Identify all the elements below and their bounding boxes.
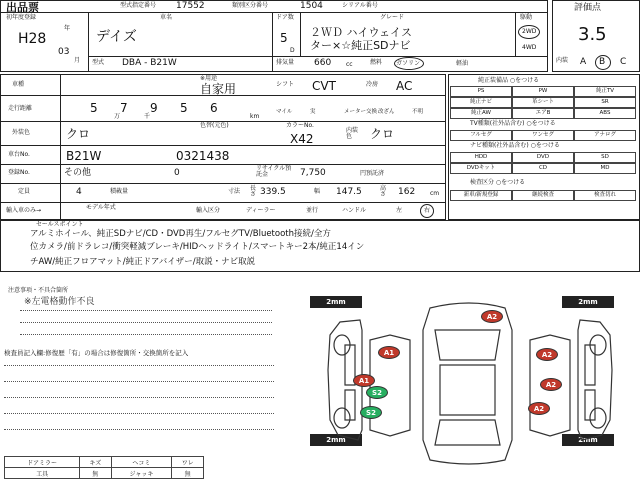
tag-bottom-left: 2mm xyxy=(310,434,362,446)
equip-subtitle: ナビ種類(社外品含む) ○をつける xyxy=(470,142,560,149)
mileage-digit: 5 xyxy=(180,101,188,115)
handle-label: ハンドル xyxy=(342,207,367,214)
notes-label: 注意事項・不具合箇所 xyxy=(8,287,69,294)
form-no: 17552 xyxy=(176,1,205,11)
import-label: 輸入車のみ→ xyxy=(6,207,42,214)
equip-cell: CD xyxy=(512,163,574,174)
fuel-gas: ガソリン xyxy=(396,60,421,67)
mileage-digit: 9 xyxy=(150,101,158,115)
mileage-unit: km xyxy=(250,113,260,120)
shift-label: シフト xyxy=(276,81,295,88)
equip-cell: PS xyxy=(450,86,512,97)
mileage-digit: 5 xyxy=(90,101,98,115)
sales-line3: チAW/純正フロアマット/純正ドアバイザー/取説・ナビ取説 xyxy=(30,257,256,267)
hei-label: 高さ xyxy=(380,185,387,198)
year-value: H28 xyxy=(18,31,47,47)
legend-v2: ジャッキ xyxy=(111,468,172,479)
equip-subtitle: TV種類(社外品含む) ○をつける xyxy=(470,120,556,127)
legend-table xyxy=(4,456,204,479)
equip-cell: 新車/新規登録 xyxy=(450,190,512,201)
damage-mark-s2-1: S2 xyxy=(366,386,388,399)
ac-label: 冷房 xyxy=(366,81,379,88)
equip-cell: SR xyxy=(574,97,636,108)
doors-label: ドア数 xyxy=(276,14,294,21)
mileage-option: 改ざん xyxy=(378,109,395,115)
drive-4wd: 4WD xyxy=(522,44,537,51)
mileage-option: メーター交換 xyxy=(344,109,378,115)
handle-right: 右 xyxy=(424,207,431,214)
len-value: 339.5 xyxy=(260,187,286,197)
model-year-label: モデル年式 xyxy=(86,204,116,211)
equip-cell: 純正AW xyxy=(450,108,512,119)
equip-cell: フルセグ xyxy=(450,130,512,141)
tag-bottom-right: 2mm xyxy=(562,434,614,446)
disp-label: 排気量 xyxy=(276,59,295,66)
month-unit: 月 xyxy=(74,57,81,64)
sales-line2: 位カメラ/前ドラレコ/衝突軽減ブレーキ/HIDヘッドライト/スマートキー2本/純正14イン xyxy=(30,242,365,252)
mileage-unit-mark: 千 xyxy=(144,113,151,120)
color-change-label: 色替(元色) xyxy=(200,122,229,129)
interior-b: B xyxy=(599,57,606,67)
equip-cell: アナログ xyxy=(574,130,636,141)
mileage-digit: 6 xyxy=(210,101,218,115)
grade-label: グレード xyxy=(380,14,405,21)
equip-subtitle: 検査区分 ○をつける xyxy=(470,179,526,186)
capacity-label: 定員 xyxy=(18,188,31,195)
recycle-value: 7,750 xyxy=(300,168,326,178)
equip-cell: 純正TV xyxy=(574,86,636,97)
equip-title: 純正装備品 ○をつける xyxy=(478,77,540,84)
model-value: DBA - B21W xyxy=(122,58,177,68)
repair-label: 検査員記入欄:修復歴「有」の場合は修復箇所・交換箇所を記入 xyxy=(4,349,189,357)
interior-c: C xyxy=(620,57,627,67)
damage-mark-a1-2: A1 xyxy=(353,374,375,387)
year-unit: 年 xyxy=(64,25,71,32)
model-label: 型式 xyxy=(92,59,105,66)
shift-value: CVT xyxy=(312,79,336,93)
import-dealer: ディーラー xyxy=(246,207,276,214)
legend-h0: ドアミラー xyxy=(5,457,80,468)
sales-line1: アルミホイール、純正SDナビ/CD・DVD再生/フルセグTV/Bluetooth接続/全方 xyxy=(30,229,331,239)
use-label: ※用途 xyxy=(200,75,218,82)
drive-2wd: 2WD xyxy=(522,28,537,35)
len-label: 長さ xyxy=(250,185,257,198)
car-name-label: 車名 xyxy=(160,14,173,21)
load-label: 積載量 xyxy=(110,188,129,195)
tag-top-right: 2mm xyxy=(562,296,614,308)
recycle-unit: 円預託済 xyxy=(360,170,385,177)
mileage-option: 実 xyxy=(310,109,316,115)
equip-cell: 検査切れ xyxy=(574,190,636,201)
recycle-label: リサイクル預託金 xyxy=(256,165,292,178)
damage-mark-a1-1: A1 xyxy=(378,346,400,359)
int-color: クロ xyxy=(370,127,395,141)
fuel-label: 燃料 xyxy=(370,59,383,66)
serial-label: シリアル番号 xyxy=(342,2,378,9)
drive-label: 駆動 xyxy=(520,14,533,21)
use-value: 自家用 xyxy=(200,82,237,96)
dim-unit: cm xyxy=(430,190,440,197)
capacity-value: 4 xyxy=(76,187,82,197)
equip-cell: DVD xyxy=(512,152,574,163)
mileage-options xyxy=(276,100,446,120)
damage-mark-a2-r1: A2 xyxy=(536,348,558,361)
damage-mark-a2-r2: A2 xyxy=(540,378,562,391)
import-parallel: 並行 xyxy=(306,207,319,214)
year-label: 初年度登録 xyxy=(6,14,37,21)
reg-value: その他 xyxy=(64,168,92,178)
mileage-option: マイル xyxy=(276,109,293,115)
ext-color-label: 外装色 xyxy=(12,129,31,136)
doors-value: 5 xyxy=(280,31,288,45)
equip-cell: PW xyxy=(512,86,574,97)
reg-num: 0 xyxy=(174,168,180,178)
class-no-label: 類別区分番号 xyxy=(232,2,269,9)
car-name: デイズ xyxy=(96,29,137,45)
legend-v1: 無 xyxy=(80,468,111,479)
score-label: 評価点 xyxy=(574,3,602,13)
month-value: 03 xyxy=(58,47,70,57)
equip-cell: エアB xyxy=(512,108,574,119)
equip-cell: ABS xyxy=(574,108,636,119)
class-no: 1504 xyxy=(300,1,323,11)
ext-color: クロ xyxy=(66,127,91,141)
equip-cell: 革シート xyxy=(512,97,574,108)
vehicle-type-label: 車種 xyxy=(12,81,25,88)
chassis-prefix: B21W xyxy=(66,149,102,163)
doc-title: 出品票 xyxy=(6,1,39,14)
mileage-digits xyxy=(70,98,260,120)
color-no: X42 xyxy=(290,132,314,146)
disp-value: 660 xyxy=(314,58,332,68)
grade-line2: ター×☆純正SDナビ xyxy=(310,39,411,52)
doors-unit: D xyxy=(290,47,295,54)
legend-h3: ワレ xyxy=(172,457,204,468)
mileage-digit: 7 xyxy=(120,101,128,115)
interior-label: 内装 xyxy=(556,57,569,64)
import-cat-label: 輸入区分 xyxy=(196,207,221,214)
mileage-label: 走行距離 xyxy=(8,105,33,112)
equip-cell: MD xyxy=(574,163,636,174)
dims-label: 寸法 xyxy=(228,188,241,195)
ac-value: AC xyxy=(396,79,413,93)
interior-a: A xyxy=(580,57,587,67)
chassis-no: 0321438 xyxy=(176,149,230,163)
color-no-label: カラーNo. xyxy=(286,122,314,129)
equip-cell: ワンセグ xyxy=(512,130,574,141)
reg-label: 登録No. xyxy=(8,169,30,176)
form-no-label: 型式指定番号 xyxy=(120,2,157,9)
legend-v3: 無 xyxy=(172,468,204,479)
mileage-unit-mark: 万 xyxy=(114,113,121,120)
equip-cell: 継続検査 xyxy=(512,190,574,201)
int-color-label: 内装色 xyxy=(346,127,359,140)
legend-v0: 工具 xyxy=(5,468,80,479)
wid-value: 147.5 xyxy=(336,187,362,197)
damage-mark-a2-r3: A2 xyxy=(528,402,550,415)
fuel-diesel: 軽油 xyxy=(456,60,469,67)
disp-unit: cc xyxy=(346,61,353,68)
damage-mark-s2-2: S2 xyxy=(360,406,382,419)
grade-line1: ２ＷＤ ハイウェイス xyxy=(310,26,412,39)
equip-cell: SD xyxy=(574,152,636,163)
equip-cell: DVDキット xyxy=(450,163,512,174)
legend-h2: ヘコミ xyxy=(111,457,172,468)
hei-value: 162 xyxy=(398,187,416,197)
wid-label: 幅 xyxy=(314,188,321,195)
legend-h1: キズ xyxy=(80,457,111,468)
equip-cell: 純正ナビ xyxy=(450,97,512,108)
car-diagram xyxy=(300,290,640,475)
tag-top-left: 2mm xyxy=(310,296,362,308)
equip-cell: HDD xyxy=(450,152,512,163)
handle-left: 左 xyxy=(396,207,403,214)
sales-label: セールスポイント xyxy=(36,221,84,228)
chassis-label: 車台No. xyxy=(8,151,30,158)
damage-mark-a2-top: A2 xyxy=(481,310,503,323)
score-value: 3.5 xyxy=(578,24,607,45)
mileage-option: 不明 xyxy=(412,109,424,115)
notes-text: ※左電格動作不良 xyxy=(24,297,95,307)
